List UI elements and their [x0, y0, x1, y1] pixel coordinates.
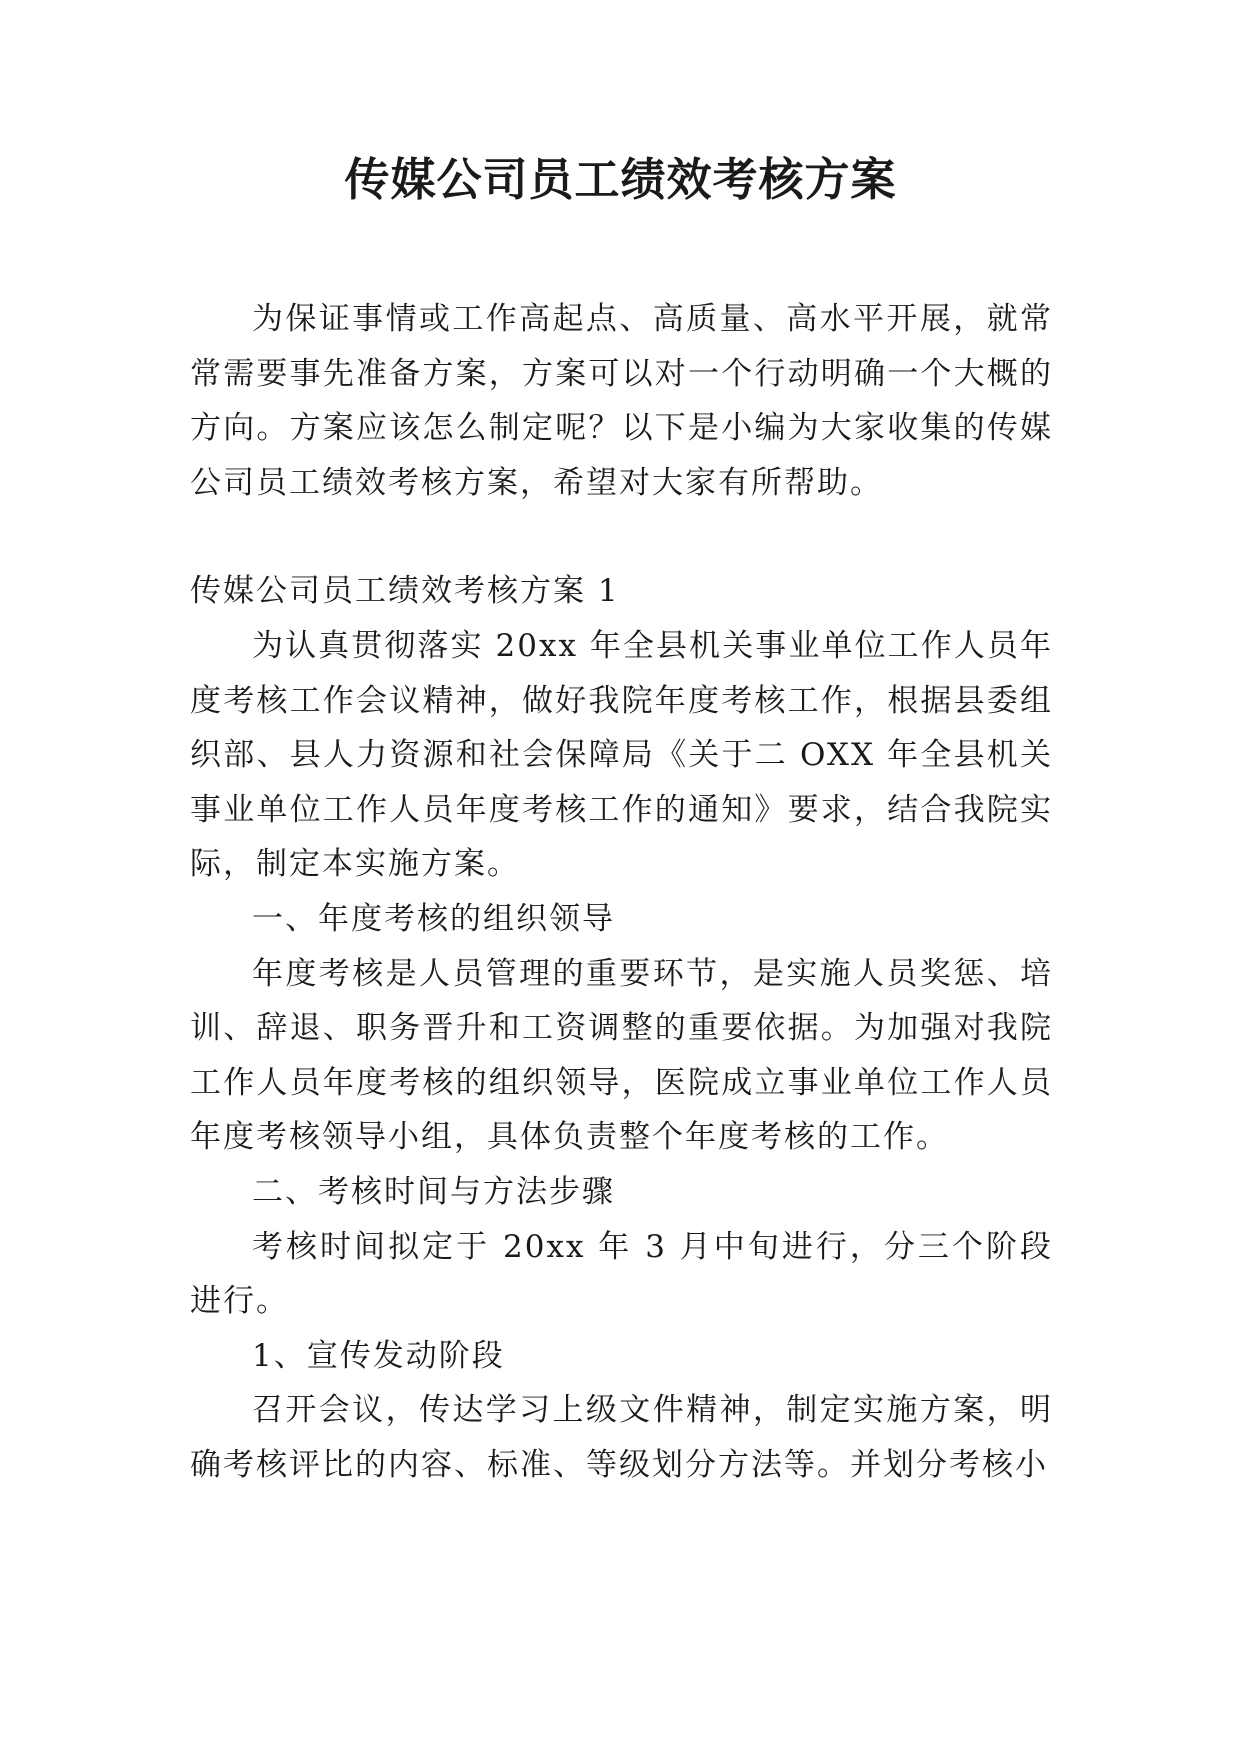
document-title: 传媒公司员工绩效考核方案	[344, 153, 897, 206]
intro-paragraph: 为保证事情或工作高起点、高质量、高水平开展，就常常需要事先准备方案，方案可以对一个行动明确一个大概的方向。方案应该怎么制定呢？以下是小编为大家收集的传媒公司员工绩效考核方案，希望对大家有所帮助。	[190, 301, 1053, 501]
document-body	[190, 292, 1053, 1492]
subheading-time-method: 二、考核时间与方法步骤	[252, 1173, 615, 1210]
body-paragraph: 考核时间拟定于 20xx 年 3 月中旬进行，分三个阶段进行。	[190, 1228, 1053, 1320]
subheading-organization: 一、年度考核的组织领导	[252, 900, 615, 937]
section-heading: 传媒公司员工绩效考核方案 1	[190, 573, 620, 610]
body-paragraph: 年度考核是人员管理的重要环节，是实施人员奖惩、培训、辞退、职务晋升和工资调整的重要依据。为加强对我院工作人员年度考核的组织领导，医院成立事业单位工作人员年度考核领导小组，具体负责整个年度考核的工作。	[190, 955, 1053, 1156]
paragraph-spacer	[190, 510, 1053, 564]
body-paragraph: 召开会议，传达学习上级文件精神，制定实施方案，明确考核评比的内容、标准、等级划分方法等。并划分考核小	[190, 1392, 1053, 1483]
subheading-stage-1: 1、宣传发动阶段	[252, 1337, 505, 1374]
body-paragraph: 为认真贯彻落实 20xx 年全县机关事业单位工作人员年度考核工作会议精神，做好我院年度考核工作，根据县委组织部、县人力资源和社会保障局《关于二 OXX 年全县机关事业单位工作人员年度考核工作的通知》要求，结合我院实际，制定本实施方案。	[190, 627, 1053, 883]
